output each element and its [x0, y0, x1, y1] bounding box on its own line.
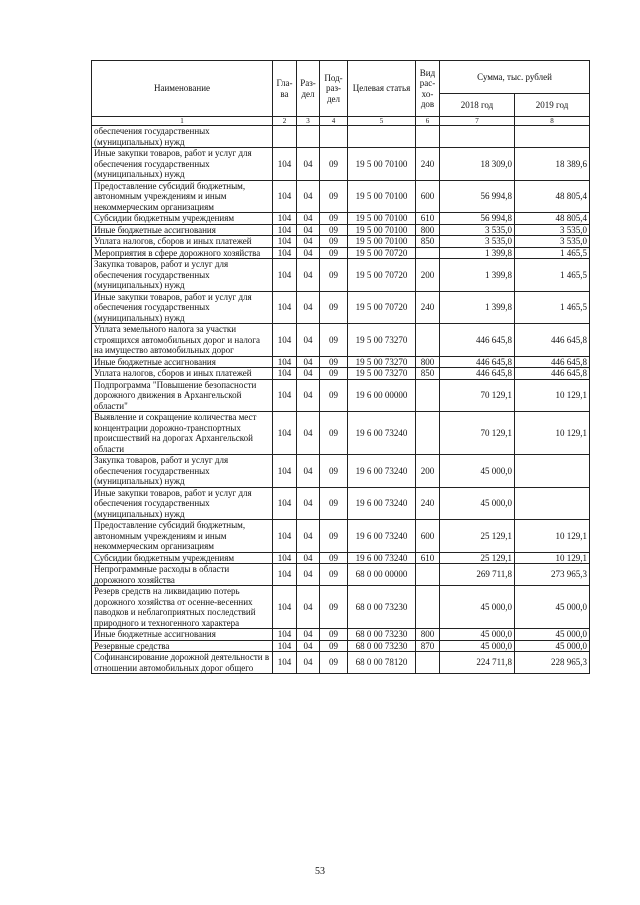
- row-2019-cell: 10 129,1: [515, 379, 590, 412]
- row-2018-cell: 3 535,0: [440, 224, 515, 236]
- row-name-cell: Иные бюджетные ассигнования: [92, 356, 273, 368]
- header-subsection: Под-раз-дел: [320, 61, 348, 117]
- row-article-cell: 19 5 00 70100: [348, 236, 416, 248]
- row-expense-type-cell: 870: [416, 640, 440, 652]
- table-row: [92, 640, 590, 652]
- row-chapter-cell: 104: [273, 291, 297, 324]
- row-article-cell: 19 5 00 70720: [348, 291, 416, 324]
- row-section-cell: 04: [297, 247, 320, 259]
- table-row: [92, 180, 590, 213]
- row-expense-type-cell: 600: [416, 520, 440, 553]
- row-section-cell: 04: [297, 379, 320, 412]
- row-article-cell: 68 0 00 73230: [348, 629, 416, 641]
- row-subsection-cell: 09: [320, 586, 348, 629]
- row-expense-type-cell: 200: [416, 455, 440, 488]
- row-expense-type-cell: [416, 247, 440, 259]
- header-section: Раз-дел: [297, 61, 320, 117]
- row-name-cell: Уплата налогов, сборов и иных платежей: [92, 236, 273, 248]
- row-expense-type-cell: 850: [416, 236, 440, 248]
- row-expense-type-cell: 240: [416, 487, 440, 520]
- row-chapter-cell: 104: [273, 455, 297, 488]
- row-section-cell: 04: [297, 520, 320, 553]
- row-subsection-cell: 09: [320, 455, 348, 488]
- row-2019-cell: 10 129,1: [515, 520, 590, 553]
- row-article-cell: 68 0 00 73230: [348, 640, 416, 652]
- row-name-cell: Подпрограмма "Повышение безопасности дорожного движения в Архангельской области": [92, 379, 273, 412]
- table-row: [92, 564, 590, 586]
- header-target-article: Целевая статья: [348, 61, 416, 117]
- row-chapter-cell: 104: [273, 379, 297, 412]
- row-name-cell: Предоставление субсидий бюджетным, автономным учреждениям и иным некоммерческим организациям: [92, 180, 273, 213]
- row-section-cell: 04: [297, 586, 320, 629]
- row-name-cell: Закупка товаров, работ и услуг для обеспечения государственных (муниципальных) нужд: [92, 455, 273, 488]
- row-expense-type-cell: [416, 412, 440, 455]
- row-2019-cell: 228 965,3: [515, 652, 590, 674]
- row-expense-type-cell: [416, 564, 440, 586]
- row-expense-type-cell: 200: [416, 259, 440, 292]
- row-section-cell: 04: [297, 552, 320, 564]
- table-row: [92, 126, 590, 148]
- row-name-cell: Резервные средства: [92, 640, 273, 652]
- row-chapter-cell: 104: [273, 487, 297, 520]
- column-number: 2: [273, 117, 297, 126]
- table-row: [92, 236, 590, 248]
- row-2018-cell: 56 994,8: [440, 180, 515, 213]
- row-expense-type-cell: 600: [416, 180, 440, 213]
- column-number: 5: [348, 117, 416, 126]
- row-article-cell: 19 5 00 73270: [348, 324, 416, 357]
- table-row: [92, 247, 590, 259]
- row-article-cell: 19 6 00 73240: [348, 455, 416, 488]
- row-article-cell: 19 5 00 73270: [348, 368, 416, 380]
- row-article-cell: 19 6 00 00000: [348, 379, 416, 412]
- row-2019-cell: 45 000,0: [515, 586, 590, 629]
- row-name-cell: обеспечения государственных (муниципальных) нужд: [92, 126, 273, 148]
- page-number: 53: [315, 866, 325, 877]
- row-expense-type-cell: 610: [416, 213, 440, 225]
- header-year-2019: 2019 год: [515, 94, 590, 117]
- row-2019-cell: 273 965,3: [515, 564, 590, 586]
- row-chapter-cell: 104: [273, 148, 297, 181]
- row-chapter-cell: 104: [273, 324, 297, 357]
- row-article-cell: 19 5 00 70720: [348, 247, 416, 259]
- row-2019-cell: 45 000,0: [515, 640, 590, 652]
- row-section-cell: 04: [297, 412, 320, 455]
- row-chapter-cell: 104: [273, 180, 297, 213]
- row-2019-cell: 1 465,5: [515, 259, 590, 292]
- table-row: [92, 148, 590, 181]
- row-section-cell: 04: [297, 324, 320, 357]
- row-2019-cell: 3 535,0: [515, 224, 590, 236]
- column-number: 3: [297, 117, 320, 126]
- row-name-cell: Мероприятия в сфере дорожного хозяйства: [92, 247, 273, 259]
- row-expense-type-cell: 800: [416, 629, 440, 641]
- header-year-2018: 2018 год: [440, 94, 515, 117]
- row-2018-cell: 1 399,8: [440, 291, 515, 324]
- row-section-cell: 04: [297, 356, 320, 368]
- row-expense-type-cell: 610: [416, 552, 440, 564]
- row-chapter-cell: 104: [273, 412, 297, 455]
- row-section-cell: [297, 126, 320, 148]
- row-name-cell: Иные бюджетные ассигнования: [92, 629, 273, 641]
- row-2019-cell: 45 000,0: [515, 629, 590, 641]
- row-subsection-cell: 09: [320, 224, 348, 236]
- row-section-cell: 04: [297, 224, 320, 236]
- row-2018-cell: 70 129,1: [440, 379, 515, 412]
- row-2019-cell: 48 805,4: [515, 180, 590, 213]
- row-section-cell: 04: [297, 236, 320, 248]
- row-chapter-cell: 104: [273, 552, 297, 564]
- table-row: [92, 324, 590, 357]
- row-subsection-cell: 09: [320, 640, 348, 652]
- row-article-cell: 19 6 00 73240: [348, 412, 416, 455]
- row-expense-type-cell: [416, 379, 440, 412]
- row-2018-cell: 45 000,0: [440, 586, 515, 629]
- row-2018-cell: 446 645,8: [440, 368, 515, 380]
- header-name: Наименование: [92, 61, 273, 117]
- row-subsection-cell: 09: [320, 520, 348, 553]
- row-2018-cell: [440, 126, 515, 148]
- table-row: [92, 259, 590, 292]
- row-name-cell: Выявление и сокращение количества мест концентрации дорожно-транспортных происшествий на дорогах Архангельской области: [92, 412, 273, 455]
- row-2018-cell: 25 129,1: [440, 520, 515, 553]
- budget-table-page: [91, 60, 589, 674]
- table-row: [92, 520, 590, 553]
- table-row: [92, 213, 590, 225]
- row-name-cell: Предоставление субсидий бюджетным, автономным учреждениям и иным некоммерческим организациям: [92, 520, 273, 553]
- row-section-cell: 04: [297, 640, 320, 652]
- row-chapter-cell: 104: [273, 586, 297, 629]
- row-name-cell: Иные закупки товаров, работ и услуг для обеспечения государственных (муниципальных) нужд: [92, 291, 273, 324]
- row-article-cell: 68 0 00 78120: [348, 652, 416, 674]
- table-row: [92, 455, 590, 488]
- row-name-cell: Непрограммные расходы в области дорожного хозяйства: [92, 564, 273, 586]
- row-article-cell: 68 0 00 73230: [348, 586, 416, 629]
- row-name-cell: Резерв средств на ликвидацию потерь дорожного хозяйства от осенне-весенних паводков и неблагоприятных последствий природного и техногенного характера: [92, 586, 273, 629]
- row-section-cell: 04: [297, 259, 320, 292]
- row-2018-cell: 25 129,1: [440, 552, 515, 564]
- row-section-cell: 04: [297, 652, 320, 674]
- row-section-cell: 04: [297, 291, 320, 324]
- row-subsection-cell: 09: [320, 552, 348, 564]
- row-article-cell: 19 5 00 73270: [348, 356, 416, 368]
- row-section-cell: 04: [297, 629, 320, 641]
- row-chapter-cell: [273, 126, 297, 148]
- row-expense-type-cell: [416, 586, 440, 629]
- row-2019-cell: [515, 455, 590, 488]
- row-chapter-cell: 104: [273, 640, 297, 652]
- row-subsection-cell: 09: [320, 291, 348, 324]
- row-section-cell: 04: [297, 455, 320, 488]
- row-subsection-cell: 09: [320, 180, 348, 213]
- row-subsection-cell: 09: [320, 629, 348, 641]
- row-name-cell: Субсидии бюджетным учреждениям: [92, 213, 273, 225]
- row-2018-cell: 224 711,8: [440, 652, 515, 674]
- row-article-cell: 19 5 00 70100: [348, 213, 416, 225]
- table-row: [92, 652, 590, 674]
- row-section-cell: 04: [297, 180, 320, 213]
- row-subsection-cell: 09: [320, 487, 348, 520]
- row-expense-type-cell: 850: [416, 368, 440, 380]
- row-chapter-cell: 104: [273, 236, 297, 248]
- row-expense-type-cell: 240: [416, 291, 440, 324]
- table-body: [92, 126, 590, 674]
- row-section-cell: 04: [297, 487, 320, 520]
- table-row: [92, 487, 590, 520]
- column-number-row: [92, 117, 590, 126]
- row-2019-cell: [515, 487, 590, 520]
- row-article-cell: [348, 126, 416, 148]
- row-2019-cell: 48 805,4: [515, 213, 590, 225]
- row-article-cell: 19 6 00 73240: [348, 520, 416, 553]
- row-2018-cell: 3 535,0: [440, 236, 515, 248]
- row-article-cell: 19 6 00 73240: [348, 487, 416, 520]
- row-expense-type-cell: 240: [416, 148, 440, 181]
- row-subsection-cell: 09: [320, 412, 348, 455]
- row-expense-type-cell: [416, 126, 440, 148]
- row-expense-type-cell: 800: [416, 224, 440, 236]
- table-row: [92, 291, 590, 324]
- column-number: 1: [92, 117, 273, 126]
- row-expense-type-cell: [416, 324, 440, 357]
- table-row: [92, 368, 590, 380]
- row-2019-cell: 18 389,6: [515, 148, 590, 181]
- row-subsection-cell: 09: [320, 356, 348, 368]
- row-subsection-cell: 09: [320, 259, 348, 292]
- row-subsection-cell: 09: [320, 247, 348, 259]
- row-2019-cell: 1 465,5: [515, 291, 590, 324]
- row-chapter-cell: 104: [273, 224, 297, 236]
- row-name-cell: Иные закупки товаров, работ и услуг для обеспечения государственных (муниципальных) нужд: [92, 487, 273, 520]
- row-section-cell: 04: [297, 564, 320, 586]
- header-sum: Сумма, тыс. рублей: [440, 61, 590, 94]
- row-2018-cell: 56 994,8: [440, 213, 515, 225]
- row-2018-cell: 45 000,0: [440, 629, 515, 641]
- row-2018-cell: 1 399,8: [440, 247, 515, 259]
- row-name-cell: Уплата налогов, сборов и иных платежей: [92, 368, 273, 380]
- row-2019-cell: 1 465,5: [515, 247, 590, 259]
- row-chapter-cell: 104: [273, 520, 297, 553]
- row-subsection-cell: 09: [320, 652, 348, 674]
- row-2018-cell: 70 129,1: [440, 412, 515, 455]
- row-expense-type-cell: [416, 652, 440, 674]
- header-chapter: Гла-ва: [273, 61, 297, 117]
- row-2018-cell: 269 711,8: [440, 564, 515, 586]
- row-2018-cell: 446 645,8: [440, 324, 515, 357]
- row-section-cell: 04: [297, 368, 320, 380]
- row-2019-cell: 446 645,8: [515, 356, 590, 368]
- row-subsection-cell: 09: [320, 564, 348, 586]
- row-name-cell: Софинансирование дорожной деятельности в отношении автомобильных дорог общего: [92, 652, 273, 674]
- row-chapter-cell: 104: [273, 629, 297, 641]
- row-article-cell: 19 6 00 73240: [348, 552, 416, 564]
- row-section-cell: 04: [297, 213, 320, 225]
- row-2019-cell: [515, 126, 590, 148]
- row-name-cell: Уплата земельного налога за участки строящихся автомобильных дорог и налога на имущество автомобильных дорог: [92, 324, 273, 357]
- row-2018-cell: 45 000,0: [440, 455, 515, 488]
- column-number: 7: [440, 117, 515, 126]
- budget-table: [91, 60, 590, 674]
- row-article-cell: 68 0 00 00000: [348, 564, 416, 586]
- row-subsection-cell: 09: [320, 236, 348, 248]
- table-row: [92, 586, 590, 629]
- row-subsection-cell: 09: [320, 148, 348, 181]
- row-2018-cell: 45 000,0: [440, 487, 515, 520]
- row-2019-cell: 10 129,1: [515, 552, 590, 564]
- row-subsection-cell: 09: [320, 368, 348, 380]
- table-row: [92, 552, 590, 564]
- row-article-cell: 19 5 00 70100: [348, 180, 416, 213]
- row-subsection-cell: 09: [320, 379, 348, 412]
- row-expense-type-cell: 800: [416, 356, 440, 368]
- row-2018-cell: 18 309,0: [440, 148, 515, 181]
- table-row: [92, 356, 590, 368]
- header-expense-type: Вид рас-хо-дов: [416, 61, 440, 117]
- column-number: 6: [416, 117, 440, 126]
- row-2019-cell: 446 645,8: [515, 368, 590, 380]
- row-2019-cell: 446 645,8: [515, 324, 590, 357]
- row-chapter-cell: 104: [273, 564, 297, 586]
- row-name-cell: Иные закупки товаров, работ и услуг для обеспечения государственных (муниципальных) нужд: [92, 148, 273, 181]
- row-name-cell: Иные бюджетные ассигнования: [92, 224, 273, 236]
- row-subsection-cell: 09: [320, 324, 348, 357]
- table-row: [92, 379, 590, 412]
- row-2019-cell: 10 129,1: [515, 412, 590, 455]
- row-name-cell: Субсидии бюджетным учреждениям: [92, 552, 273, 564]
- row-section-cell: 04: [297, 148, 320, 181]
- row-subsection-cell: 09: [320, 213, 348, 225]
- row-2018-cell: 1 399,8: [440, 259, 515, 292]
- row-chapter-cell: 104: [273, 259, 297, 292]
- row-chapter-cell: 104: [273, 652, 297, 674]
- row-name-cell: Закупка товаров, работ и услуг для обеспечения государственных (муниципальных) нужд: [92, 259, 273, 292]
- row-chapter-cell: 104: [273, 356, 297, 368]
- table-row: [92, 224, 590, 236]
- row-chapter-cell: 104: [273, 247, 297, 259]
- column-number: 8: [515, 117, 590, 126]
- row-2018-cell: 446 645,8: [440, 356, 515, 368]
- table-row: [92, 629, 590, 641]
- row-article-cell: 19 5 00 70100: [348, 224, 416, 236]
- row-article-cell: 19 5 00 70720: [348, 259, 416, 292]
- row-article-cell: 19 5 00 70100: [348, 148, 416, 181]
- row-chapter-cell: 104: [273, 368, 297, 380]
- column-number: 4: [320, 117, 348, 126]
- row-chapter-cell: 104: [273, 213, 297, 225]
- row-subsection-cell: [320, 126, 348, 148]
- row-2019-cell: 3 535,0: [515, 236, 590, 248]
- table-row: [92, 412, 590, 455]
- row-2018-cell: 45 000,0: [440, 640, 515, 652]
